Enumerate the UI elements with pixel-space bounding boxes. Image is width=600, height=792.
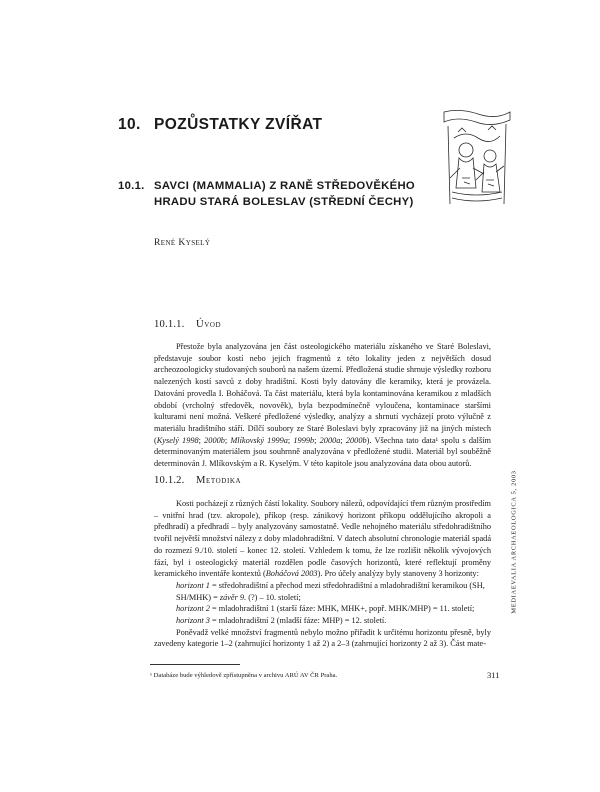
chapter-number: 10. <box>118 116 141 133</box>
horizon-label: horizont 2 <box>176 604 210 614</box>
intro-text: Přestože byla analyzována jen část osteologického materiálu získaného ve Staré Boleslavi, představuje soubor kostí nebo jejich fragmentů z této lokality jeden z největších dosud archeozoologicky studovaných souborů na našem území. Předložená studie shrnuje výsledky rozboru nalezených kostí savců z doby hradištní. Kosti byly datovány dle keramiky, která je provázela. Datování provedla I. Boháčová. Ta část materiálu, která byla kontaminována keramikou z mladších období (vrcholný středověk, novověk), byla bezpodmínečně vyloučena, kontaminace staršími kulturami není možná. Veškeré předložené výsledky, analýzy a shrnutí vycházejí proto výlučně z materiálu hradištního stáří. Dílčí soubory ze Staré Boleslavi byly zpracovány již na jiných místech ( <box>154 342 491 445</box>
subsection-number: 10.1.1. <box>154 319 185 330</box>
subsection-title: Metodika <box>196 475 242 486</box>
horizon-3 <box>154 615 491 627</box>
footnote: ¹ Databáze bude výhledově zpřístupněna v archivu ARÚ AV ČR Praha. <box>150 672 338 679</box>
footnote-rule <box>150 664 240 665</box>
sep: ; <box>287 435 294 445</box>
horizon-text-end: (?) – 10. století; <box>246 592 301 602</box>
sep: ; <box>198 435 205 445</box>
horizon-text: = mladohradištní 2 (mladší fáze: MHP) = 12. století. <box>209 616 387 626</box>
citation: Kyselý 1998 <box>156 435 199 445</box>
citation: 2000a <box>319 435 341 445</box>
subsection-number: 10.1.2. <box>154 475 185 486</box>
citation: 2000b <box>204 435 225 445</box>
citation: Boháčová 2003 <box>265 569 318 579</box>
section-title-line1: SAVCI (MAMMALIA) Z RANĚ STŘEDOVĚKÉHO <box>154 180 416 192</box>
author: René Kyselý <box>154 237 211 248</box>
medieval-illustration <box>440 108 514 208</box>
methods-paragraph-2 <box>154 627 491 650</box>
subsection-heading-metodika <box>154 475 241 486</box>
horizon-text: = středohradištní a přechod mezi středohradištní a mladohradištní keramikou (SH, SH/MHK) = <box>176 580 485 602</box>
horizon-1 <box>154 580 491 603</box>
horizon-label: horizont 1 <box>176 580 210 590</box>
horizon-date: závěr 9. <box>219 592 247 602</box>
sep: ; <box>224 435 231 445</box>
sep: ; <box>314 435 320 445</box>
horizon-label: horizont 3 <box>176 616 210 626</box>
journal-sidebar: MEDIAEVALIA ARCHAEOLOGICA 5, 2003 <box>510 470 518 614</box>
citation: 2000b <box>345 435 367 445</box>
intro-paragraph <box>154 341 491 470</box>
subsection-title: Úvod <box>196 319 222 330</box>
chapter-title: POZŮSTATKY ZVÍŘAT <box>154 116 323 133</box>
section-title-line2: HRADU STARÁ BOLESLAV (STŘEDNÍ ČECHY) <box>154 196 414 208</box>
citation: Mlíkovský 1999a <box>230 435 288 445</box>
chapter-heading <box>118 116 322 134</box>
page-number: 311 <box>487 670 500 680</box>
methods-paragraph <box>154 498 491 580</box>
methods-text: Kosti pocházejí z různých částí lokality. Soubory nálezů, odpovídající třem různým prostředím – vnitřní hrad (tzv. akropole), příkop (resp. zánikový horizont příkopu oddělujícího akropoli a předhradí) a předhradí – byly analyzovány samostatně. Vedle nehojného materiálu středohradištního tvořil největší množství nálezy z doby mladohradištní. V datech absolutní chronologie materiál spadá do rozmezí 9./10. století – konec 12. století. Vzhledem k tomu, že lze rozlišit několik vývojových fází, byl i osteologický materiál rozdělen podle časových horizontů, které reflektují proměny keramického inventáře kontextů ( <box>154 499 491 579</box>
methods-section <box>154 498 491 650</box>
subsection-heading-uvod <box>154 319 221 330</box>
methods-text: Poněvadž velké množství fragmentů nebylo možno přiřadit k určitému horizontu přesně, byly zavedeny kategorie 1–2 (zahrnující horizonty 1 až 2) a 2–3 (zahrnující horizonty 2 až 3). Část mate- <box>154 627 491 649</box>
section-number: 10.1. <box>118 180 145 192</box>
horizon-2 <box>154 603 491 615</box>
sep: ; <box>340 435 346 445</box>
methods-text-end: ). Pro účely analýzy byly stanoveny 3 horizonty: <box>317 569 479 579</box>
intro-text-end: ). Všechna tato data¹ spolu s dalším determinovaným materiálem jsou souhrnně analyzována v předložené studii. Materiál byl souběžně determinován J. Mlíkovským a R. Kyselým. V této kapitole jsou analyzována data obou autorů. <box>154 435 491 469</box>
citation: 1999b <box>293 435 315 445</box>
horizon-text: = mladohradištní 1 (starší fáze: MHK, MHK+, popř. MHK/MHP) = 11. století; <box>209 604 475 614</box>
